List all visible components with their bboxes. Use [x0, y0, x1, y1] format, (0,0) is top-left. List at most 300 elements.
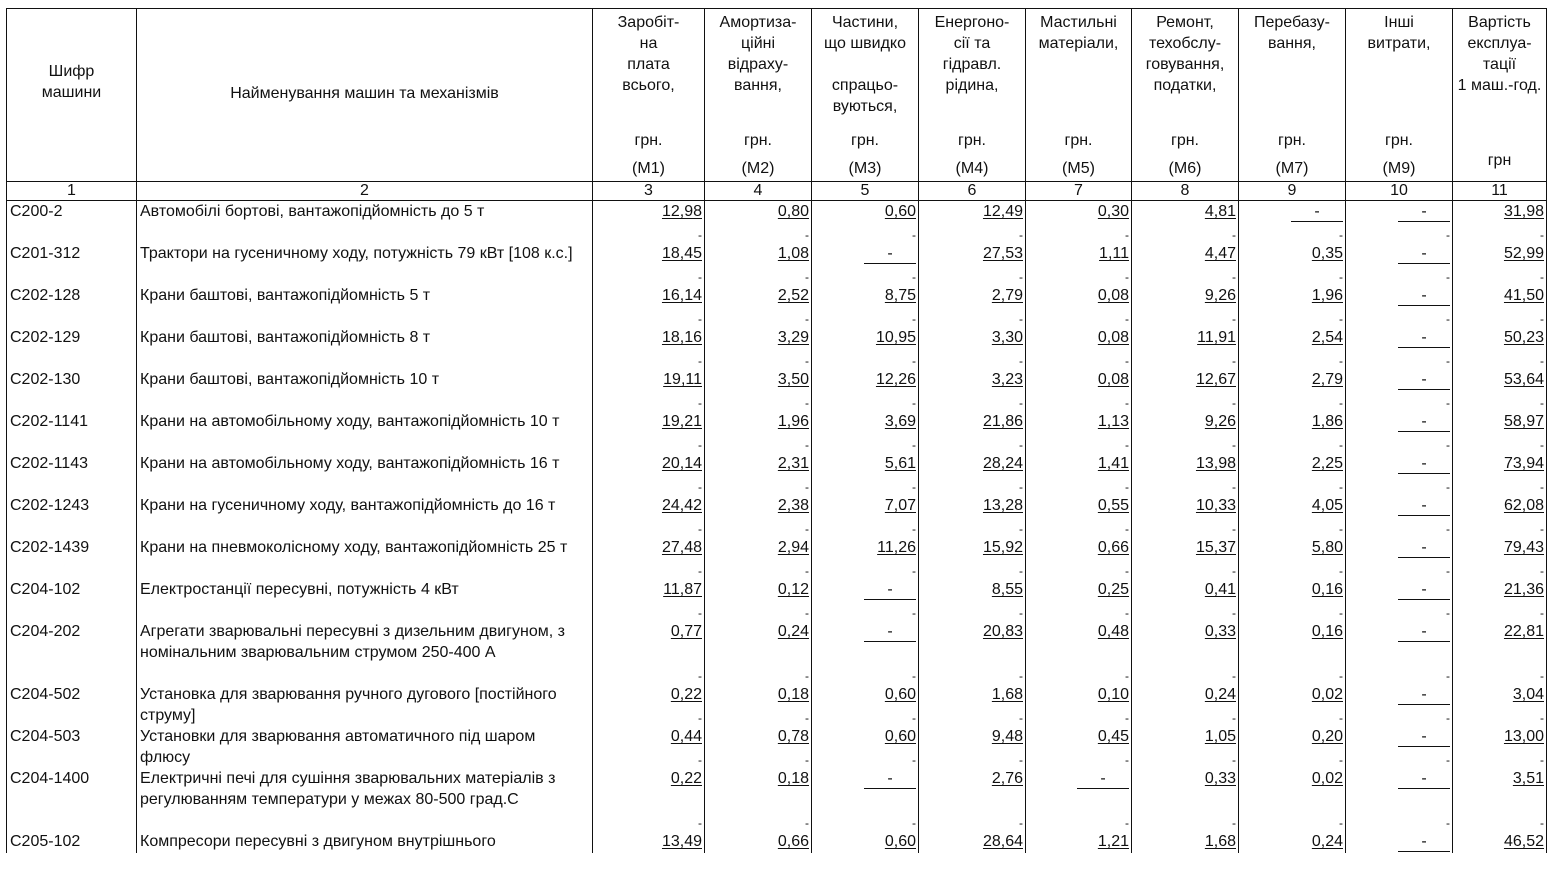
cost-value: 53,64: [1503, 371, 1544, 388]
cost-cell-m7: [1239, 243, 1346, 285]
cost-cell-m3: [812, 537, 919, 579]
cost-value: 13,98: [1195, 455, 1236, 472]
cost-cell-m4: [919, 327, 1026, 369]
header-code-label: (М1): [632, 160, 665, 177]
header-unit: грн.: [1384, 132, 1413, 149]
separator-mark: -: [1540, 669, 1544, 683]
cost-cell-m4: [919, 453, 1026, 495]
cost-cell-m9: [1346, 453, 1453, 495]
table-row: [7, 285, 1547, 327]
empty-value: -: [1398, 686, 1450, 705]
separator-mark: -: [698, 480, 702, 494]
cost-value: 4,05: [1311, 497, 1343, 514]
cost-value: 9,26: [1204, 287, 1236, 304]
header-title: Амортиза- ційні відраху- вання,: [719, 14, 797, 94]
separator-mark: -: [1540, 480, 1544, 494]
cost-cell-m6: [1132, 201, 1239, 244]
cost-value: 0,66: [1097, 539, 1129, 556]
column-number: 4: [705, 182, 812, 201]
cost-cell-total: [1453, 453, 1547, 495]
cost-value: 0,16: [1311, 623, 1343, 640]
separator-mark: -: [1125, 438, 1129, 452]
separator-mark: -: [912, 606, 916, 620]
separator-mark: -: [805, 270, 809, 284]
cost-value: 0,24: [777, 623, 809, 640]
empty-value: -: [1398, 329, 1450, 348]
cost-value: 16,14: [661, 287, 702, 304]
header-title: Інші витрати,: [1367, 14, 1431, 52]
header-title: Перебазу- вання,: [1253, 14, 1330, 52]
cost-value: 41,50: [1503, 287, 1544, 304]
separator-mark: -: [698, 816, 702, 830]
machine-name: Крани на гусеничному ходу, вантажопідйомність до 16 т: [137, 495, 593, 537]
separator-mark: -: [912, 228, 916, 242]
cost-cell-m7: [1239, 201, 1346, 244]
separator-mark: -: [1446, 711, 1450, 725]
separator-mark: -: [1540, 312, 1544, 326]
header-m4: [919, 9, 1026, 182]
separator-mark: -: [1125, 354, 1129, 368]
separator-mark: -: [1019, 396, 1023, 410]
cost-value: 7,07: [884, 497, 916, 514]
cost-cell-m7: [1239, 411, 1346, 453]
cost-value: 0,20: [1311, 728, 1343, 745]
cost-cell-total: [1453, 243, 1547, 285]
machine-code: С201-312: [7, 243, 137, 285]
machine-code: С202-129: [7, 327, 137, 369]
cost-value: 0,41: [1204, 581, 1236, 598]
cost-value: 0,66: [777, 833, 809, 850]
cost-cell-m6: [1132, 495, 1239, 537]
table-row: [7, 201, 1547, 244]
cost-cell-m6: [1132, 768, 1239, 831]
cost-cell-m2: [705, 726, 812, 768]
cost-value: 2,31: [777, 455, 809, 472]
separator-mark: -: [805, 522, 809, 536]
empty-value: -: [1398, 728, 1450, 747]
cost-value: 2,79: [1311, 371, 1343, 388]
cost-cell-m4: [919, 495, 1026, 537]
cost-value: 1,96: [777, 413, 809, 430]
cost-value: 0,08: [1097, 287, 1129, 304]
separator-mark: -: [1019, 270, 1023, 284]
machine-rates-table: [6, 8, 1547, 853]
header-code-label: (М2): [741, 160, 775, 177]
machine-name: Крани баштові, вантажопідйомність 10 т: [137, 369, 593, 411]
cost-value: 9,48: [991, 728, 1023, 745]
separator-mark: -: [912, 669, 916, 683]
separator-mark: -: [1232, 312, 1236, 326]
separator-mark: -: [805, 480, 809, 494]
separator-mark: -: [1125, 312, 1129, 326]
separator-mark: -: [1019, 312, 1023, 326]
table-row: [7, 726, 1547, 768]
cost-value: 12,26: [875, 371, 916, 388]
cost-cell-m1: [593, 369, 705, 411]
cost-value: 2,79: [991, 287, 1023, 304]
cost-value: 12,67: [1195, 371, 1236, 388]
column-number: 1: [7, 182, 137, 201]
cost-cell-m4: [919, 579, 1026, 621]
empty-value: -: [1398, 770, 1450, 789]
cost-value: 1,08: [777, 245, 809, 262]
separator-mark: -: [698, 312, 702, 326]
cost-cell-m1: [593, 621, 705, 684]
header-unit: грн.: [634, 132, 663, 149]
separator-mark: -: [698, 606, 702, 620]
cost-cell-total: [1453, 684, 1547, 726]
separator-mark: -: [805, 753, 809, 767]
cost-value: 20,83: [982, 623, 1023, 640]
separator-mark: -: [1339, 480, 1343, 494]
machine-name: Крани на автомобільному ходу, вантажопідйомність 16 т: [137, 453, 593, 495]
cost-cell-m7: [1239, 684, 1346, 726]
separator-mark: -: [1446, 228, 1450, 242]
separator-mark: -: [1339, 669, 1343, 683]
table-row: [7, 621, 1547, 684]
cost-value: 3,69: [884, 413, 916, 430]
cost-value: 0,33: [1204, 770, 1236, 787]
separator-mark: -: [1339, 354, 1343, 368]
cost-cell-m9: [1346, 243, 1453, 285]
machine-name: Автомобілі бортові, вантажопідйомність до 5 т: [137, 201, 593, 244]
cost-value: 52,99: [1503, 245, 1544, 262]
cost-cell-m7: [1239, 495, 1346, 537]
header-name: [137, 9, 593, 182]
cost-cell-m4: [919, 726, 1026, 768]
separator-mark: -: [912, 711, 916, 725]
separator-mark: -: [1339, 228, 1343, 242]
header-unit: грн.: [743, 132, 772, 149]
machine-code: С202-130: [7, 369, 137, 411]
separator-mark: -: [805, 396, 809, 410]
separator-mark: -: [1125, 753, 1129, 767]
cost-cell-m6: [1132, 243, 1239, 285]
cost-value: 0,77: [670, 623, 702, 640]
cost-cell-m1: [593, 327, 705, 369]
cost-cell-total: [1453, 285, 1547, 327]
cost-cell-m5: [1026, 411, 1132, 453]
machine-code: С204-503: [7, 726, 137, 768]
header-title: Ремонт, техобслу- говування, податки,: [1145, 14, 1225, 94]
separator-mark: -: [698, 396, 702, 410]
cost-cell-m1: [593, 768, 705, 831]
cost-cell-m4: [919, 831, 1026, 853]
cost-cell-m6: [1132, 537, 1239, 579]
column-number: 3: [593, 182, 705, 201]
separator-mark: -: [698, 753, 702, 767]
separator-mark: -: [1540, 606, 1544, 620]
separator-mark: -: [1339, 396, 1343, 410]
separator-mark: -: [698, 270, 702, 284]
machine-name: Електричні печі для сушіння зварювальних матеріалів з регулюванням температури у межах 80-500 град.С: [137, 768, 593, 831]
table-row: [7, 453, 1547, 495]
cost-cell-total: [1453, 411, 1547, 453]
cost-cell-total: [1453, 768, 1547, 831]
header-m9: [1346, 9, 1453, 182]
machine-name: Установка для зварювання ручного дугового [постійного струму]: [137, 684, 593, 726]
cost-value: 0,60: [884, 686, 916, 703]
machine-name: Крани на автомобільному ходу, вантажопідйомність 10 т: [137, 411, 593, 453]
cost-cell-m5: [1026, 243, 1132, 285]
cost-cell-m9: [1346, 684, 1453, 726]
cost-cell-m3: [812, 411, 919, 453]
cost-cell-m2: [705, 327, 812, 369]
cost-value: 1,68: [1204, 833, 1236, 850]
cost-cell-m4: [919, 621, 1026, 684]
separator-mark: -: [1232, 753, 1236, 767]
cost-value: 20,14: [661, 455, 702, 472]
cost-value: 15,92: [982, 539, 1023, 556]
separator-mark: -: [1125, 522, 1129, 536]
cost-cell-m7: [1239, 726, 1346, 768]
cost-value: 12,98: [661, 203, 702, 220]
cost-cell-m9: [1346, 537, 1453, 579]
column-number: 7: [1026, 182, 1132, 201]
cost-value: 24,42: [661, 497, 702, 514]
cost-cell-m3: [812, 831, 919, 853]
header-title: Мастильні матеріали,: [1038, 14, 1119, 52]
cost-value: 0,60: [884, 833, 916, 850]
cost-value: 31,98: [1503, 203, 1544, 220]
cost-value: 28,24: [982, 455, 1023, 472]
separator-mark: -: [1125, 228, 1129, 242]
separator-mark: -: [805, 354, 809, 368]
header-m1: [593, 9, 705, 182]
separator-mark: -: [1125, 564, 1129, 578]
cost-cell-total: [1453, 369, 1547, 411]
cost-value: 3,51: [1512, 770, 1544, 787]
cost-value: 11,87: [663, 581, 702, 598]
cost-value: 3,04: [1512, 686, 1544, 703]
cost-cell-m5: [1026, 453, 1132, 495]
header-title: Енергоно- сії та гідравл. рідина,: [934, 14, 1010, 94]
cost-cell-total: [1453, 201, 1547, 244]
cost-value: 0,60: [884, 203, 916, 220]
separator-mark: -: [1446, 564, 1450, 578]
separator-mark: -: [1019, 228, 1023, 242]
separator-mark: -: [912, 270, 916, 284]
cost-cell-m7: [1239, 579, 1346, 621]
header-unit: грн: [1487, 152, 1512, 169]
separator-mark: -: [1540, 564, 1544, 578]
separator-mark: -: [805, 606, 809, 620]
table-row: [7, 579, 1547, 621]
cost-value: 2,94: [777, 539, 809, 556]
separator-mark: -: [1125, 480, 1129, 494]
cost-value: 19,21: [661, 413, 702, 430]
cost-value: 0,24: [1311, 833, 1343, 850]
separator-mark: -: [698, 438, 702, 452]
empty-value: -: [1398, 623, 1450, 642]
cost-value: 0,24: [1204, 686, 1236, 703]
separator-mark: -: [1446, 312, 1450, 326]
separator-mark: -: [1125, 396, 1129, 410]
separator-mark: -: [1232, 354, 1236, 368]
cost-cell-m6: [1132, 726, 1239, 768]
cost-cell-m2: [705, 411, 812, 453]
column-number: 5: [812, 182, 919, 201]
cost-cell-m2: [705, 285, 812, 327]
header-code-label: (М9): [1382, 160, 1416, 177]
separator-mark: -: [1540, 438, 1544, 452]
cost-cell-m2: [705, 243, 812, 285]
cost-value: 4,81: [1204, 203, 1236, 220]
separator-mark: -: [1446, 669, 1450, 683]
cost-value: 2,25: [1311, 455, 1343, 472]
empty-value: -: [864, 245, 916, 264]
cost-cell-m2: [705, 453, 812, 495]
cost-value: 0,02: [1311, 770, 1343, 787]
cost-cell-m1: [593, 243, 705, 285]
cost-cell-m1: [593, 201, 705, 244]
cost-cell-total: [1453, 327, 1547, 369]
separator-mark: -: [1446, 270, 1450, 284]
separator-mark: -: [1232, 564, 1236, 578]
cost-value: 3,50: [777, 371, 809, 388]
cost-cell-m1: [593, 285, 705, 327]
cost-cell-m5: [1026, 201, 1132, 244]
separator-mark: -: [1125, 606, 1129, 620]
cost-value: 50,23: [1503, 329, 1544, 346]
cost-value: 8,75: [884, 287, 916, 304]
cost-value: 1,21: [1097, 833, 1129, 850]
cost-value: 11,91: [1197, 329, 1236, 346]
machine-code: С202-128: [7, 285, 137, 327]
separator-mark: -: [1540, 228, 1544, 242]
separator-mark: -: [1446, 753, 1450, 767]
cost-cell-m5: [1026, 537, 1132, 579]
machine-code: С202-1143: [7, 453, 137, 495]
cost-cell-m6: [1132, 684, 1239, 726]
cost-cell-m9: [1346, 369, 1453, 411]
column-number: 9: [1239, 182, 1346, 201]
separator-mark: -: [1339, 522, 1343, 536]
cost-value: 1,13: [1097, 413, 1129, 430]
separator-mark: -: [1125, 270, 1129, 284]
cost-cell-m6: [1132, 579, 1239, 621]
separator-mark: -: [1232, 606, 1236, 620]
cost-cell-m5: [1026, 726, 1132, 768]
separator-mark: -: [698, 711, 702, 725]
column-number: 6: [919, 182, 1026, 201]
cost-cell-m4: [919, 768, 1026, 831]
column-number: 10: [1346, 182, 1453, 201]
cost-value: 8,55: [991, 581, 1023, 598]
cost-cell-m2: [705, 201, 812, 244]
cost-value: 19,11: [663, 371, 702, 388]
cost-cell-m2: [705, 768, 812, 831]
separator-mark: -: [698, 564, 702, 578]
cost-value: 21,86: [982, 413, 1023, 430]
machine-code: С202-1243: [7, 495, 137, 537]
cost-value: 13,49: [661, 833, 702, 850]
separator-mark: -: [912, 438, 916, 452]
cost-cell-m7: [1239, 453, 1346, 495]
cost-cell-m9: [1346, 621, 1453, 684]
cost-value: 15,37: [1195, 539, 1236, 556]
separator-mark: -: [1339, 438, 1343, 452]
separator-mark: -: [1339, 711, 1343, 725]
cost-value: 0,78: [777, 728, 809, 745]
header-m5: [1026, 9, 1132, 182]
machine-name: Компресори пересувні з двигуном внутрішнього: [137, 831, 593, 853]
column-number: 8: [1132, 182, 1239, 201]
cost-cell-m9: [1346, 201, 1453, 244]
cost-value: 79,43: [1503, 539, 1544, 556]
separator-mark: -: [1339, 816, 1343, 830]
cost-value: 0,02: [1311, 686, 1343, 703]
separator-mark: -: [1019, 354, 1023, 368]
table-row: [7, 768, 1547, 831]
separator-mark: -: [1232, 228, 1236, 242]
cost-cell-m5: [1026, 684, 1132, 726]
header-row: [7, 9, 1547, 182]
separator-mark: -: [1019, 564, 1023, 578]
cost-value: 27,53: [982, 245, 1023, 262]
cost-value: 2,54: [1311, 329, 1343, 346]
header-unit: грн.: [957, 132, 986, 149]
cost-cell-m3: [812, 684, 919, 726]
header-code-label: (М3): [848, 160, 882, 177]
machine-name: Агрегати зварювальні пересувні з дизельним двигуном, з номінальним зварювальним струмом 250-400 А: [137, 621, 593, 684]
header-code-label: (М7): [1275, 160, 1309, 177]
separator-mark: -: [1540, 522, 1544, 536]
separator-mark: -: [1446, 354, 1450, 368]
cost-value: 11,26: [877, 539, 916, 556]
column-number-row: [7, 182, 1547, 201]
empty-value: -: [1398, 455, 1450, 474]
cost-cell-total: [1453, 579, 1547, 621]
cost-value: 0,08: [1097, 371, 1129, 388]
cost-cell-m3: [812, 768, 919, 831]
empty-value: -: [864, 770, 916, 789]
separator-mark: -: [1540, 753, 1544, 767]
cost-cell-m7: [1239, 621, 1346, 684]
cost-value: 0,33: [1204, 623, 1236, 640]
cost-value: 27,48: [661, 539, 702, 556]
cost-cell-m7: [1239, 285, 1346, 327]
machine-code: С202-1439: [7, 537, 137, 579]
header-unit: грн.: [850, 132, 879, 149]
cost-cell-total: [1453, 831, 1547, 853]
table-row: [7, 537, 1547, 579]
separator-mark: -: [805, 438, 809, 452]
separator-mark: -: [912, 753, 916, 767]
cost-cell-m9: [1346, 411, 1453, 453]
cost-cell-m9: [1346, 768, 1453, 831]
cost-cell-m2: [705, 579, 812, 621]
cost-cell-m3: [812, 327, 919, 369]
separator-mark: -: [1339, 312, 1343, 326]
separator-mark: -: [912, 354, 916, 368]
cost-cell-m7: [1239, 369, 1346, 411]
cost-cell-total: [1453, 537, 1547, 579]
empty-value: -: [1291, 203, 1343, 222]
separator-mark: -: [1540, 816, 1544, 830]
separator-mark: -: [805, 564, 809, 578]
separator-mark: -: [1540, 711, 1544, 725]
cost-cell-m4: [919, 537, 1026, 579]
separator-mark: -: [805, 228, 809, 242]
header-m6: [1132, 9, 1239, 182]
table-row: [7, 831, 1547, 853]
cost-value: 62,08: [1503, 497, 1544, 514]
cost-value: 58,97: [1503, 413, 1544, 430]
cost-cell-m5: [1026, 327, 1132, 369]
machine-code: С202-1141: [7, 411, 137, 453]
cost-cell-m1: [593, 726, 705, 768]
